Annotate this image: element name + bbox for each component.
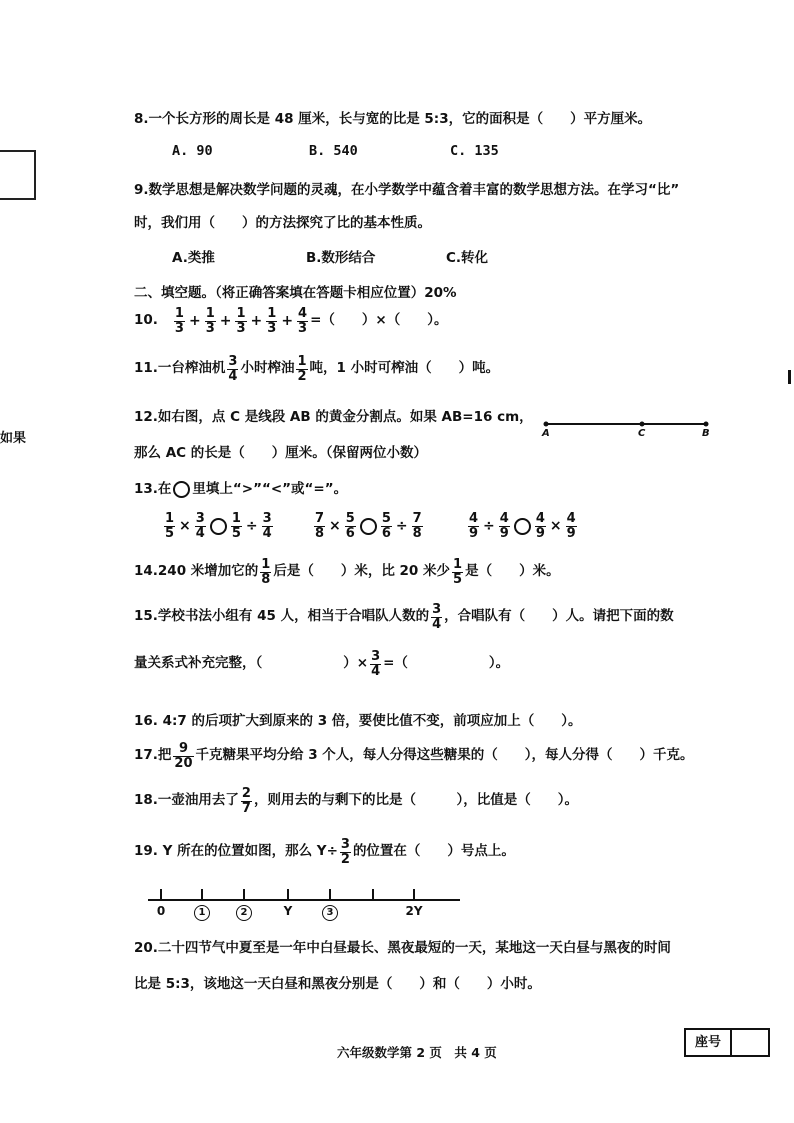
question-11-text: 吨，1 小时可榨油（ ）吨。	[309, 360, 500, 377]
seat-number-field[interactable]	[732, 1030, 768, 1055]
question-20-line-2: 比是 5:3，该地这一天白昼和黑夜分别是（ ）和（ ）小时。	[134, 976, 541, 992]
question-8-option-b[interactable]: B. 540	[309, 143, 358, 159]
question-9-line-2: 时，我们用（ ）的方法探究了比的基本性质。	[134, 215, 431, 231]
label-2y: 2Y	[405, 904, 423, 918]
question-15-text: 15.学校书法小组有 45 人，相当于合唱队人数的	[134, 608, 430, 625]
question-14	[134, 558, 560, 586]
question-17-text: 千克糖果平均分给 3 个人，每人分得这些糖果的（ ），每人分得（ ）千克。	[195, 747, 694, 764]
operator: ÷	[245, 518, 258, 535]
comparison-item-3	[466, 512, 579, 540]
point-b	[704, 422, 709, 427]
question-18	[134, 787, 578, 815]
fraction: $\frac{3}{4}$	[371, 649, 381, 679]
fraction: $\frac{4}{9}$	[469, 511, 479, 541]
question-15-text: 量关系式补充完整，（ ）×	[134, 655, 369, 672]
question-8-option-c[interactable]: C. 135	[450, 143, 499, 159]
fraction: $\frac{4}{9}$	[499, 511, 509, 541]
question-10-number: 10.	[134, 312, 158, 329]
label-3: 3	[318, 904, 342, 921]
question-17	[134, 742, 694, 770]
question-12-line-1: 12.如右图，点 C 是线段 AB 的黄金分割点。如果 AB=16 cm，	[134, 409, 533, 425]
section-2-title: 二、填空题。（将正确答案填在答题卡相应位置）20%	[134, 285, 457, 301]
plus-sign: +	[219, 313, 232, 330]
binding-box	[0, 150, 36, 200]
question-15-line-2	[134, 650, 509, 678]
point-c-label: C	[638, 428, 646, 439]
question-20-line-1: 20.二十四节气中夏至是一年中白昼最长、黑夜最短的一天，某地这一天白昼与黑夜的时间	[134, 940, 671, 956]
answer-circle[interactable]	[360, 518, 377, 535]
operator: ÷	[483, 518, 495, 535]
point-b-label: B	[702, 428, 710, 439]
question-18-text: 18.一壶油用去了	[134, 792, 239, 809]
comparison-item-1	[162, 512, 275, 540]
tick	[287, 889, 289, 901]
question-10	[134, 307, 447, 335]
fraction: $\frac{1}{5}$	[453, 557, 463, 587]
answer-circle[interactable]	[210, 518, 227, 535]
question-14-text: 是（ ）米。	[465, 563, 560, 580]
question-13-text: 里填上“>”“<”或“=”。	[192, 480, 348, 497]
question-9-option-a[interactable]: A.类推	[172, 250, 215, 266]
fraction: $\frac{3}{2}$	[340, 837, 350, 867]
seat-number-box[interactable]	[684, 1028, 770, 1057]
fraction: $\frac{3}{4}$	[262, 511, 272, 541]
fraction: $\frac{1}{3}$	[267, 306, 277, 336]
tick	[201, 889, 203, 901]
question-8-option-a[interactable]: A. 90	[172, 143, 213, 159]
fraction: $\frac{3}{4}$	[432, 602, 442, 632]
question-13-text: 13.在	[134, 480, 172, 497]
question-8: 8.一个长方形的周长是 48 厘米，长与宽的比是 5:3，它的面积是（ ）平方厘米。	[134, 111, 652, 127]
operator: ×	[329, 518, 341, 535]
label-2: 2	[232, 904, 256, 921]
question-11	[134, 355, 499, 383]
question-15-text: ，合唱队有（ ）人。请把下面的数	[444, 608, 674, 625]
point-a-label: A	[542, 428, 550, 439]
answer-circle[interactable]	[514, 518, 531, 535]
question-11-text: 小时榨油	[240, 360, 295, 377]
seat-number-label: 座号	[686, 1030, 732, 1055]
tick	[329, 889, 331, 901]
number-line	[148, 886, 460, 926]
plus-sign: +	[281, 313, 294, 330]
label-0: 0	[156, 904, 166, 918]
question-13	[134, 481, 347, 498]
label-y: Y	[283, 904, 293, 918]
fraction: $\frac{4}{9}$	[535, 511, 545, 541]
fraction: $\frac{9}{20}$	[174, 741, 193, 771]
question-19-text: 19. Y 所在的位置如图，那么 Y÷	[134, 843, 338, 860]
fraction: $\frac{1}{5}$	[231, 511, 241, 541]
question-11-text: 11.一台榨油机	[134, 360, 226, 377]
fraction: $\frac{3}{4}$	[228, 354, 238, 384]
question-12-line-2: 那么 AC 的长是（ ）厘米。（保留两位小数）	[134, 445, 428, 461]
fraction: $\frac{7}{8}$	[412, 511, 422, 541]
plus-sign: +	[188, 313, 201, 330]
compare-circle-icon	[173, 481, 190, 498]
tick	[413, 889, 415, 901]
plus-sign: +	[250, 313, 263, 330]
fraction: $\frac{4}{9}$	[566, 511, 576, 541]
fraction: $\frac{5}{6}$	[345, 511, 355, 541]
operator: ×	[549, 518, 562, 535]
margin-mark	[788, 370, 791, 384]
margin-cut-text: 如果	[0, 431, 27, 446]
tick	[243, 889, 245, 901]
question-19	[134, 838, 515, 866]
fraction: $\frac{1}{2}$	[297, 354, 307, 384]
question-18-text: ，则用去的与剩下的比是（ ），比值是（ ）。	[253, 792, 578, 809]
fraction: $\frac{7}{8}$	[315, 511, 325, 541]
question-9-line-1: 9.数学思想是解决数学问题的灵魂，在小学数学中蕴含着丰富的数学思想方法。在学习“比”	[134, 182, 680, 198]
tick	[160, 889, 162, 901]
fraction: $\frac{5}{6}$	[381, 511, 391, 541]
operator: ÷	[395, 518, 408, 535]
question-15-line-1	[134, 603, 674, 631]
label-1: 1	[190, 904, 214, 921]
fraction: $\frac{1}{5}$	[165, 511, 175, 541]
page-footer: 六年级数学第 2 页 共 4 页	[337, 1045, 497, 1060]
question-17-text: 17.把	[134, 747, 172, 764]
point-c	[640, 422, 645, 427]
fraction: $\frac{4}{3}$	[298, 306, 308, 336]
fraction: $\frac{1}{3}$	[174, 306, 184, 336]
operator: ×	[179, 518, 191, 535]
segment-ab-diagram	[538, 416, 714, 444]
point-a	[544, 422, 549, 427]
fraction: $\frac{1}{8}$	[261, 557, 271, 587]
question-14-text: 后是（ ）米，比 20 米少	[273, 563, 451, 580]
fraction: $\frac{1}{3}$	[205, 306, 215, 336]
question-9-option-c[interactable]: C.转化	[446, 250, 489, 266]
comparison-item-2	[312, 512, 425, 540]
question-9-option-b[interactable]: B.数形结合	[306, 250, 376, 266]
fraction: $\frac{3}{4}$	[195, 511, 205, 541]
question-16: 16. 4:7 的后项扩大到原来的 3 倍，要使比值不变，前项应加上（ ）。	[134, 713, 582, 729]
tick	[372, 889, 374, 901]
fraction: $\frac{1}{3}$	[236, 306, 246, 336]
question-10-tail: =（ ）×（ ）。	[310, 312, 448, 329]
question-14-text: 14.240 米增加它的	[134, 563, 259, 580]
fraction: $\frac{2}{7}$	[241, 786, 251, 816]
question-19-text: 的位置在（ ）号点上。	[352, 843, 515, 860]
question-15-text: =（ ）。	[383, 655, 510, 672]
